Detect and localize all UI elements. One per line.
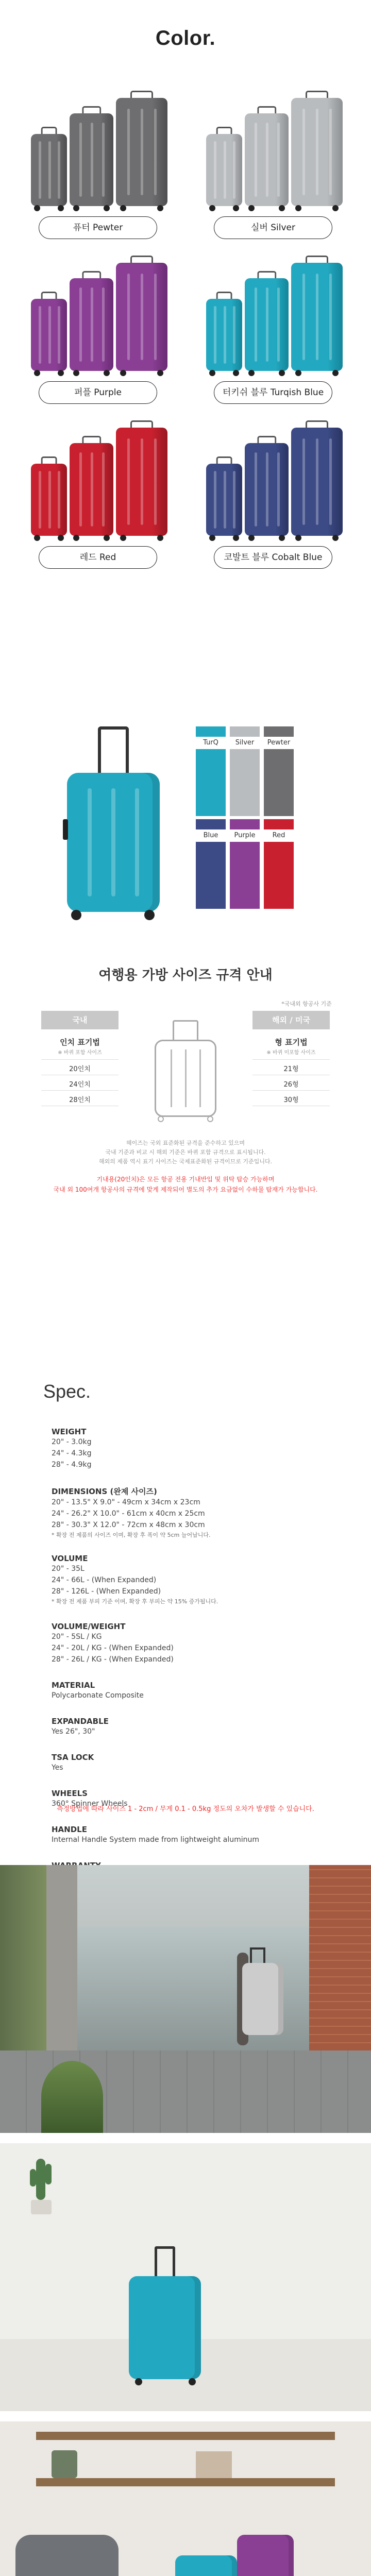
- size-desc-line: 헤이즈는 국외 표준화된 규격을 준수하고 있으며: [126, 1140, 245, 1146]
- spec-block: [52, 1825, 330, 1845]
- spec-block: [52, 1554, 330, 1606]
- overseas-row: 21형: [283, 1065, 299, 1073]
- swatch-label: Pewter: [267, 739, 291, 747]
- swatch-area: [0, 716, 371, 933]
- spec-heading: TSA LOCK: [52, 1753, 94, 1762]
- photo-street-scene: [0, 1865, 371, 2133]
- carry-on-note: 기내용(20인치)은 모든 항공 전용 기내반입 및 위탁 탑승 가능하며: [96, 1176, 275, 1183]
- color-option-0[interactable]: [21, 93, 175, 247]
- swatch-label: Blue: [203, 832, 218, 839]
- spec-value: Polycarbonate Composite: [52, 1691, 144, 1700]
- spec-title: Spec.: [43, 1381, 91, 1402]
- color-option-label: 터키쉬 블루 Turqish Blue: [214, 381, 332, 404]
- spec-block: [52, 1753, 330, 1773]
- color-section-title: Color.: [155, 27, 216, 49]
- size-guide-title: 여행용 가방 사이즈 규격 안내: [98, 968, 273, 983]
- spec-block: [52, 1486, 330, 1540]
- spec-heading: HANDLE: [52, 1825, 87, 1834]
- overseas-row: 26형: [283, 1081, 299, 1089]
- suitcase-icon: [245, 113, 289, 206]
- suitcase-icon: [245, 278, 289, 371]
- suitcase-set-image: [201, 93, 345, 211]
- suitcase-icon: [291, 428, 343, 536]
- spec-heading: WHEELS: [52, 1789, 88, 1798]
- spec-value: 20" - 3.0kg: [52, 1438, 92, 1446]
- spec-value: 360° Spinner Wheels: [52, 1800, 128, 1808]
- spec-heading: MATERIAL: [52, 1681, 95, 1690]
- domestic-header: 국내: [41, 1011, 119, 1029]
- suitcase-icon: [70, 113, 113, 206]
- swatch-label: Silver: [235, 739, 255, 747]
- color-option-label: 퍼플 Purple: [39, 381, 157, 404]
- spec-value: 24" - 26.2" X 10.0" - 61cm x 40cm x 25cm: [52, 1510, 205, 1518]
- swatch-label: Purple: [234, 832, 256, 839]
- domestic-row: 28인치: [69, 1096, 91, 1104]
- measurement-note: 측정방법에 따라 사이즈 1 - 2cm / 무게 0.1 - 0.5kg 정도의 오차가 발생할 수 있습니다.: [57, 1805, 314, 1813]
- suitcase-outline-drawing: [144, 1020, 227, 1123]
- suitcase-icon: [70, 278, 113, 371]
- spec-value: 20" - 5SL / KG: [52, 1633, 102, 1641]
- photo-wall-scene: [0, 2143, 371, 2411]
- spec-value: Yes 26", 30": [52, 1727, 95, 1736]
- size-guide-note: *국내외 항공사 기준: [281, 1001, 332, 1007]
- suitcase-set-image: [26, 422, 170, 541]
- spec-block: [52, 1622, 330, 1665]
- spec-heading: VOLUME/WEIGHT: [52, 1622, 126, 1631]
- suitcase-icon: [116, 98, 167, 206]
- spec-value: 20" - 35L: [52, 1565, 85, 1573]
- overseas-row: 30형: [283, 1096, 299, 1104]
- spec-block: [52, 1681, 330, 1701]
- domestic-note: ※ 바퀴 포함 사이즈: [58, 1050, 102, 1056]
- spec-value: 24" - 20L / KG - (When Expanded): [52, 1644, 174, 1652]
- suitcase-set-image: [201, 422, 345, 541]
- suitcase-icon: [206, 299, 242, 371]
- spec-value: 24" - 4.3kg: [52, 1449, 92, 1458]
- suitcase-icon: [116, 263, 167, 371]
- carry-on-note: 국내 외 100여개 항공사의 규격에 맞게 제작되어 별도의 추가 요금없이 수하물 탑재가 가능합니다.: [53, 1186, 318, 1193]
- suitcase-icon: [291, 98, 343, 206]
- overseas-note: ※ 바퀴 미포함 사이즈: [266, 1050, 316, 1056]
- spec-block: [52, 1717, 330, 1737]
- color-option-label: 레드 Red: [39, 546, 157, 569]
- spec-footnote: * 확장 전 제품 부피 기준 이며, 확장 후 부피는 약 15% 증가됩니다.: [52, 1598, 218, 1605]
- size-guide-box: [21, 999, 350, 1195]
- domestic-row: 24인치: [69, 1081, 91, 1089]
- suitcase-icon: [31, 134, 67, 206]
- suitcase-icon: [291, 263, 343, 371]
- suitcase-icon: [31, 299, 67, 371]
- color-option-3[interactable]: [196, 258, 350, 412]
- swatch-label: TurQ: [203, 739, 218, 747]
- size-desc-line: 해외의 제품 역시 표기 사이즈는 국제표준화된 규격이므로 기준입니다.: [98, 1158, 273, 1165]
- suitcase-icon: [206, 134, 242, 206]
- spec-value: 28" - 26L / KG - (When Expanded): [52, 1655, 174, 1664]
- size-desc-line: 국내 기준과 비교 시 해외 기준은 바퀴 포함 규격으로 표시됩니다.: [105, 1149, 266, 1156]
- overseas-header: 해외 / 미국: [252, 1011, 330, 1029]
- spec-heading: DIMENSIONS (완제 사이즈): [52, 1487, 157, 1496]
- photo-living-room: [0, 2421, 371, 2576]
- spec-value: 28" - 30.3" X 12.0" - 72cm x 48cm x 30cm: [52, 1521, 205, 1529]
- suitcase-icon: [31, 464, 67, 536]
- suitcase-icon: [70, 443, 113, 536]
- spec-value: Internal Handle System made from lightweight aluminum: [52, 1836, 260, 1844]
- suitcase-set-image: [26, 258, 170, 376]
- featured-suitcase: [62, 726, 165, 922]
- color-option-4[interactable]: [21, 422, 175, 577]
- suitcase-set-image: [201, 258, 345, 376]
- spec-value: 20" - 13.5" X 9.0" - 49cm x 34cm x 23cm: [52, 1498, 200, 1506]
- spec-value: 28" - 126L - (When Expanded): [52, 1587, 161, 1596]
- domestic-row: 20인치: [69, 1065, 91, 1073]
- color-option-1[interactable]: [196, 93, 350, 247]
- domestic-sub: 인치 표기법: [60, 1038, 100, 1047]
- suitcase-icon: [245, 443, 289, 536]
- overseas-sub: 형 표기법: [275, 1038, 308, 1047]
- spec-value: 24" - 66L - (When Expanded): [52, 1576, 157, 1584]
- spec-heading: EXPANDABLE: [52, 1717, 109, 1726]
- spec-value: 28" - 4.9kg: [52, 1461, 92, 1469]
- color-option-label: 퓨터 Pewter: [39, 216, 157, 239]
- spec-block: [52, 1427, 330, 1470]
- color-option-2[interactable]: [21, 258, 175, 412]
- spec-heading: VOLUME: [52, 1554, 88, 1563]
- spec-value: Yes: [52, 1764, 63, 1772]
- swatch-label: Red: [272, 832, 285, 839]
- suitcase-icon: [116, 428, 167, 536]
- spec-heading: WEIGHT: [52, 1427, 87, 1436]
- color-option-label: 코발트 블루 Cobalt Blue: [214, 546, 332, 569]
- color-option-label: 실버 Silver: [214, 216, 332, 239]
- spec-footnote: * 확장 전 제품의 사이즈 이며, 확장 후 폭이 약 5cm 늘어납니다.: [52, 1532, 211, 1538]
- color-option-5[interactable]: [196, 422, 350, 577]
- suitcase-icon: [206, 464, 242, 536]
- suitcase-set-image: [26, 93, 170, 211]
